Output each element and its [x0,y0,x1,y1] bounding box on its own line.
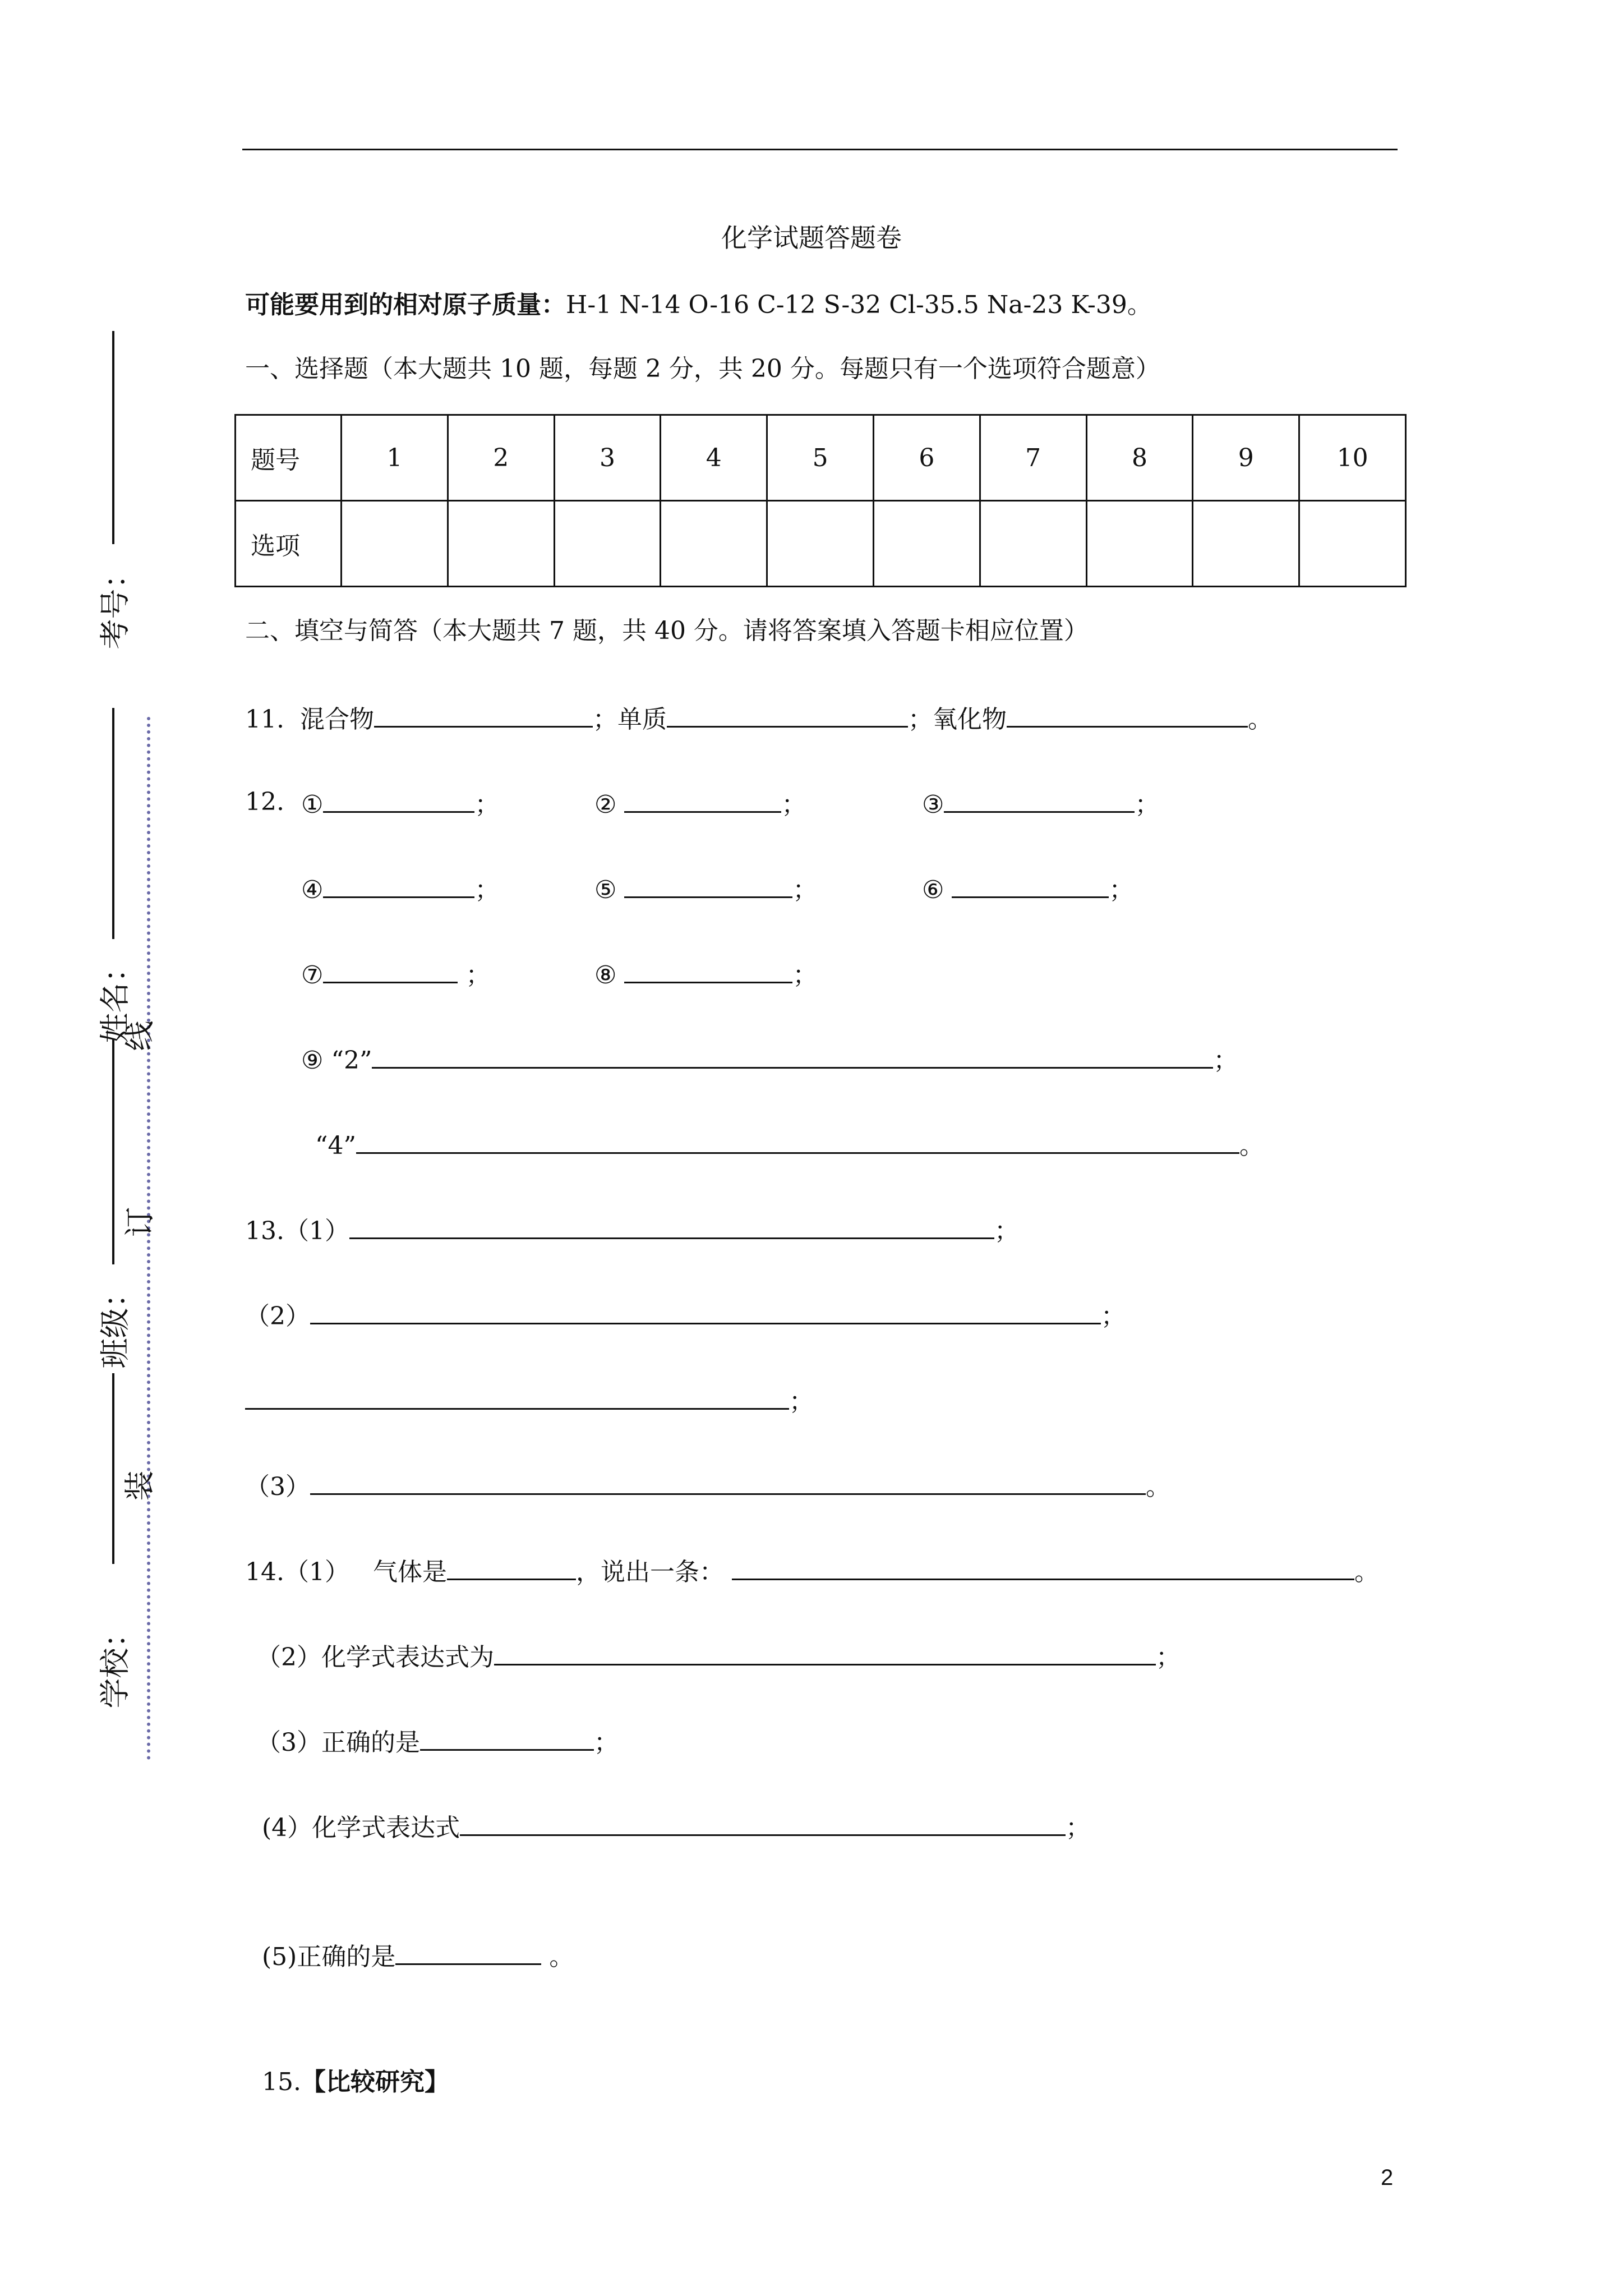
separator: ； [465,961,491,990]
answer-blank[interactable] [494,1639,1156,1665]
answer-blank[interactable] [356,1128,1239,1154]
atomic-masses-values: H-1 N-14 O-16 C-12 S-32 Cl-35.5 Na-23 K-39。 [566,291,1152,319]
answer-blank[interactable] [732,1554,1354,1580]
separator: ； [1066,1814,1091,1842]
separator: ； [781,790,806,819]
answer-blank[interactable] [245,1383,789,1410]
q12-item-8 [594,957,817,991]
q14-part-3 [256,1724,619,1759]
binding-char-ding: 订 [122,1207,158,1237]
answer-blank[interactable] [395,1939,541,1965]
separator: ； [592,705,617,734]
q12-item-4 [301,872,499,906]
separator: ； [907,705,933,734]
answer-blank[interactable] [310,1469,1146,1495]
exam-no-line [112,331,114,544]
q12-item-6 [922,872,1133,906]
separator: ； [1109,876,1134,904]
part-label: （3）正确的是 [256,1728,420,1757]
school-label: 学校： [97,1617,133,1709]
answer-blank[interactable] [420,1724,594,1751]
q12-item-1 [301,786,499,821]
q12-quote-2: “2” [331,1046,372,1075]
answer-cell[interactable] [1193,501,1299,587]
q12-item-7 [301,957,490,991]
question-number-cell: 6 [873,415,980,501]
answer-blank[interactable] [447,1554,576,1580]
class-label: 班级： [97,1277,133,1369]
answer-cell[interactable] [767,501,874,587]
answer-blank[interactable] [952,872,1109,898]
q13-part-1 [245,1213,1019,1247]
q13-part-2 [245,1298,1126,1332]
header-rule [242,149,1398,150]
answer-blank[interactable] [323,872,474,898]
separator: ； [1135,790,1160,819]
part-label: （2）化学式表达式为 [256,1643,494,1672]
circled-number: ① [301,790,324,819]
q14-part-4 [262,1810,1090,1844]
answer-cell[interactable] [554,501,661,587]
question-number-cell: 8 [1086,415,1193,501]
binding-dotted-line [147,717,150,1760]
separator: 。 [1239,1131,1264,1160]
question-number-cell: 9 [1193,415,1299,501]
q13-part-3 [245,1469,1170,1503]
exam-no-label: 考号： [97,558,133,650]
q14-part-5 [262,1939,574,1973]
q15-heading [262,2067,449,2098]
q15-label: 【比较研究】 [301,2068,449,2096]
circled-number: ⑨ [301,1046,324,1075]
circled-number: ⑥ [922,876,944,904]
q11-line [245,701,1272,735]
separator: ； [994,1217,1019,1245]
answer-cell[interactable] [342,501,448,587]
answer-cell[interactable] [873,501,980,587]
question-number: 14. [245,1558,284,1586]
answer-blank[interactable] [374,701,593,728]
answer-blank[interactable] [1007,701,1248,728]
table-row [236,415,1406,501]
separator: ； [1101,1302,1126,1331]
answer-blank[interactable] [667,701,908,728]
table-header-cell: 选项 [236,501,342,587]
separator: ； [474,876,500,904]
question-number-cell: 10 [1299,415,1406,501]
circled-number: ② [594,790,617,819]
part-label: (5)正确的是 [262,1943,396,1971]
table-header-cell: 题号 [236,415,342,501]
circled-number: ⑦ [301,961,324,990]
question-number-cell: 1 [342,415,448,501]
class-line [112,1039,114,1264]
question-number: 15. [262,2068,301,2096]
q12-item-2 [594,786,806,821]
school-line [112,1373,114,1564]
question-number: 11. [245,705,284,734]
q11-label-element: 单质 [617,705,667,734]
part-label: （2） [245,1302,310,1331]
q13-part-2b [245,1383,814,1418]
answer-cell[interactable] [980,501,1086,587]
question-number-cell: 5 [767,415,874,501]
answer-blank[interactable] [624,872,792,898]
table-row [236,501,1406,587]
answer-cell[interactable] [1086,501,1193,587]
question-number-cell: 2 [448,415,554,501]
question-number-cell: 7 [980,415,1086,501]
circled-number: ③ [922,790,944,819]
part-label: （1） [284,1217,349,1245]
question-number-cell: 3 [554,415,661,501]
circled-number: ④ [301,876,324,904]
separator: ； [594,1728,619,1757]
separator: 。 [1354,1558,1379,1586]
answer-blank[interactable] [372,1042,1213,1069]
page-number: 2 [1381,2165,1394,2190]
answer-cell[interactable] [448,501,554,587]
part-label: （3） [245,1473,310,1501]
q12-item-5 [594,872,817,906]
answer-cell[interactable] [661,501,767,587]
separator: 。 [541,1943,574,1971]
atomic-masses-line [245,289,1152,321]
section2-heading: 二、填空与简答（本大题共 7 题，共 40 分。请将答案填入答题卡相应位置） [245,616,1089,645]
q12-item-9 [301,1042,1238,1076]
page-title: 化学试题答题卷 [721,223,902,253]
name-label: 姓名： [97,952,133,1043]
q11-label-oxide: 氧化物 [932,705,1007,734]
question-number: 13. [245,1217,284,1245]
answer-blank[interactable] [349,1213,994,1239]
q14-part-2 [256,1639,1181,1673]
answer-blank[interactable] [323,786,474,813]
answer-cell[interactable] [1299,501,1406,587]
q12-item-3 [922,786,1159,821]
answer-blank[interactable] [624,957,792,983]
separator: 。 [1146,1473,1170,1501]
question-number-cell: 4 [661,415,767,501]
q14-reason-label: ，说出一条： [575,1558,724,1586]
separator: ； [474,790,500,819]
separator: 。 [1247,705,1272,734]
answer-blank[interactable] [310,1298,1101,1324]
atomic-masses-label: 可能要用到的相对原子质量： [245,291,566,319]
q14-part-1 [245,1554,1379,1588]
q12-number: 12. [245,788,284,816]
part-label: (4）化学式表达式 [262,1814,460,1842]
choice-answer-table [234,414,1407,587]
binding-char-xian: 线 [122,1020,158,1051]
answer-blank[interactable] [323,957,458,983]
separator: ； [789,1387,814,1416]
circled-number: ⑧ [594,961,617,990]
part-label: （1） [284,1558,349,1586]
q12-quote-4: “4” [315,1131,356,1160]
name-line [112,708,114,939]
binding-char-zhuang: 装 [122,1470,158,1501]
q11-label-mixture: 混合物 [299,705,374,734]
answer-blank[interactable] [460,1810,1066,1836]
answer-blank[interactable] [944,786,1135,813]
q12-item-9b [315,1128,1264,1162]
circled-number: ⑤ [594,876,617,904]
separator: ； [792,961,818,990]
section1-heading: 一、选择题（本大题共 10 题，每题 2 分，共 20 分。每题只有一个选项符合题意） [245,355,1160,383]
separator: ； [1156,1643,1181,1672]
answer-blank[interactable] [624,786,781,813]
separator: ； [1213,1046,1238,1075]
q14-gas-label: 气体是 [372,1558,447,1586]
separator: ； [792,876,818,904]
